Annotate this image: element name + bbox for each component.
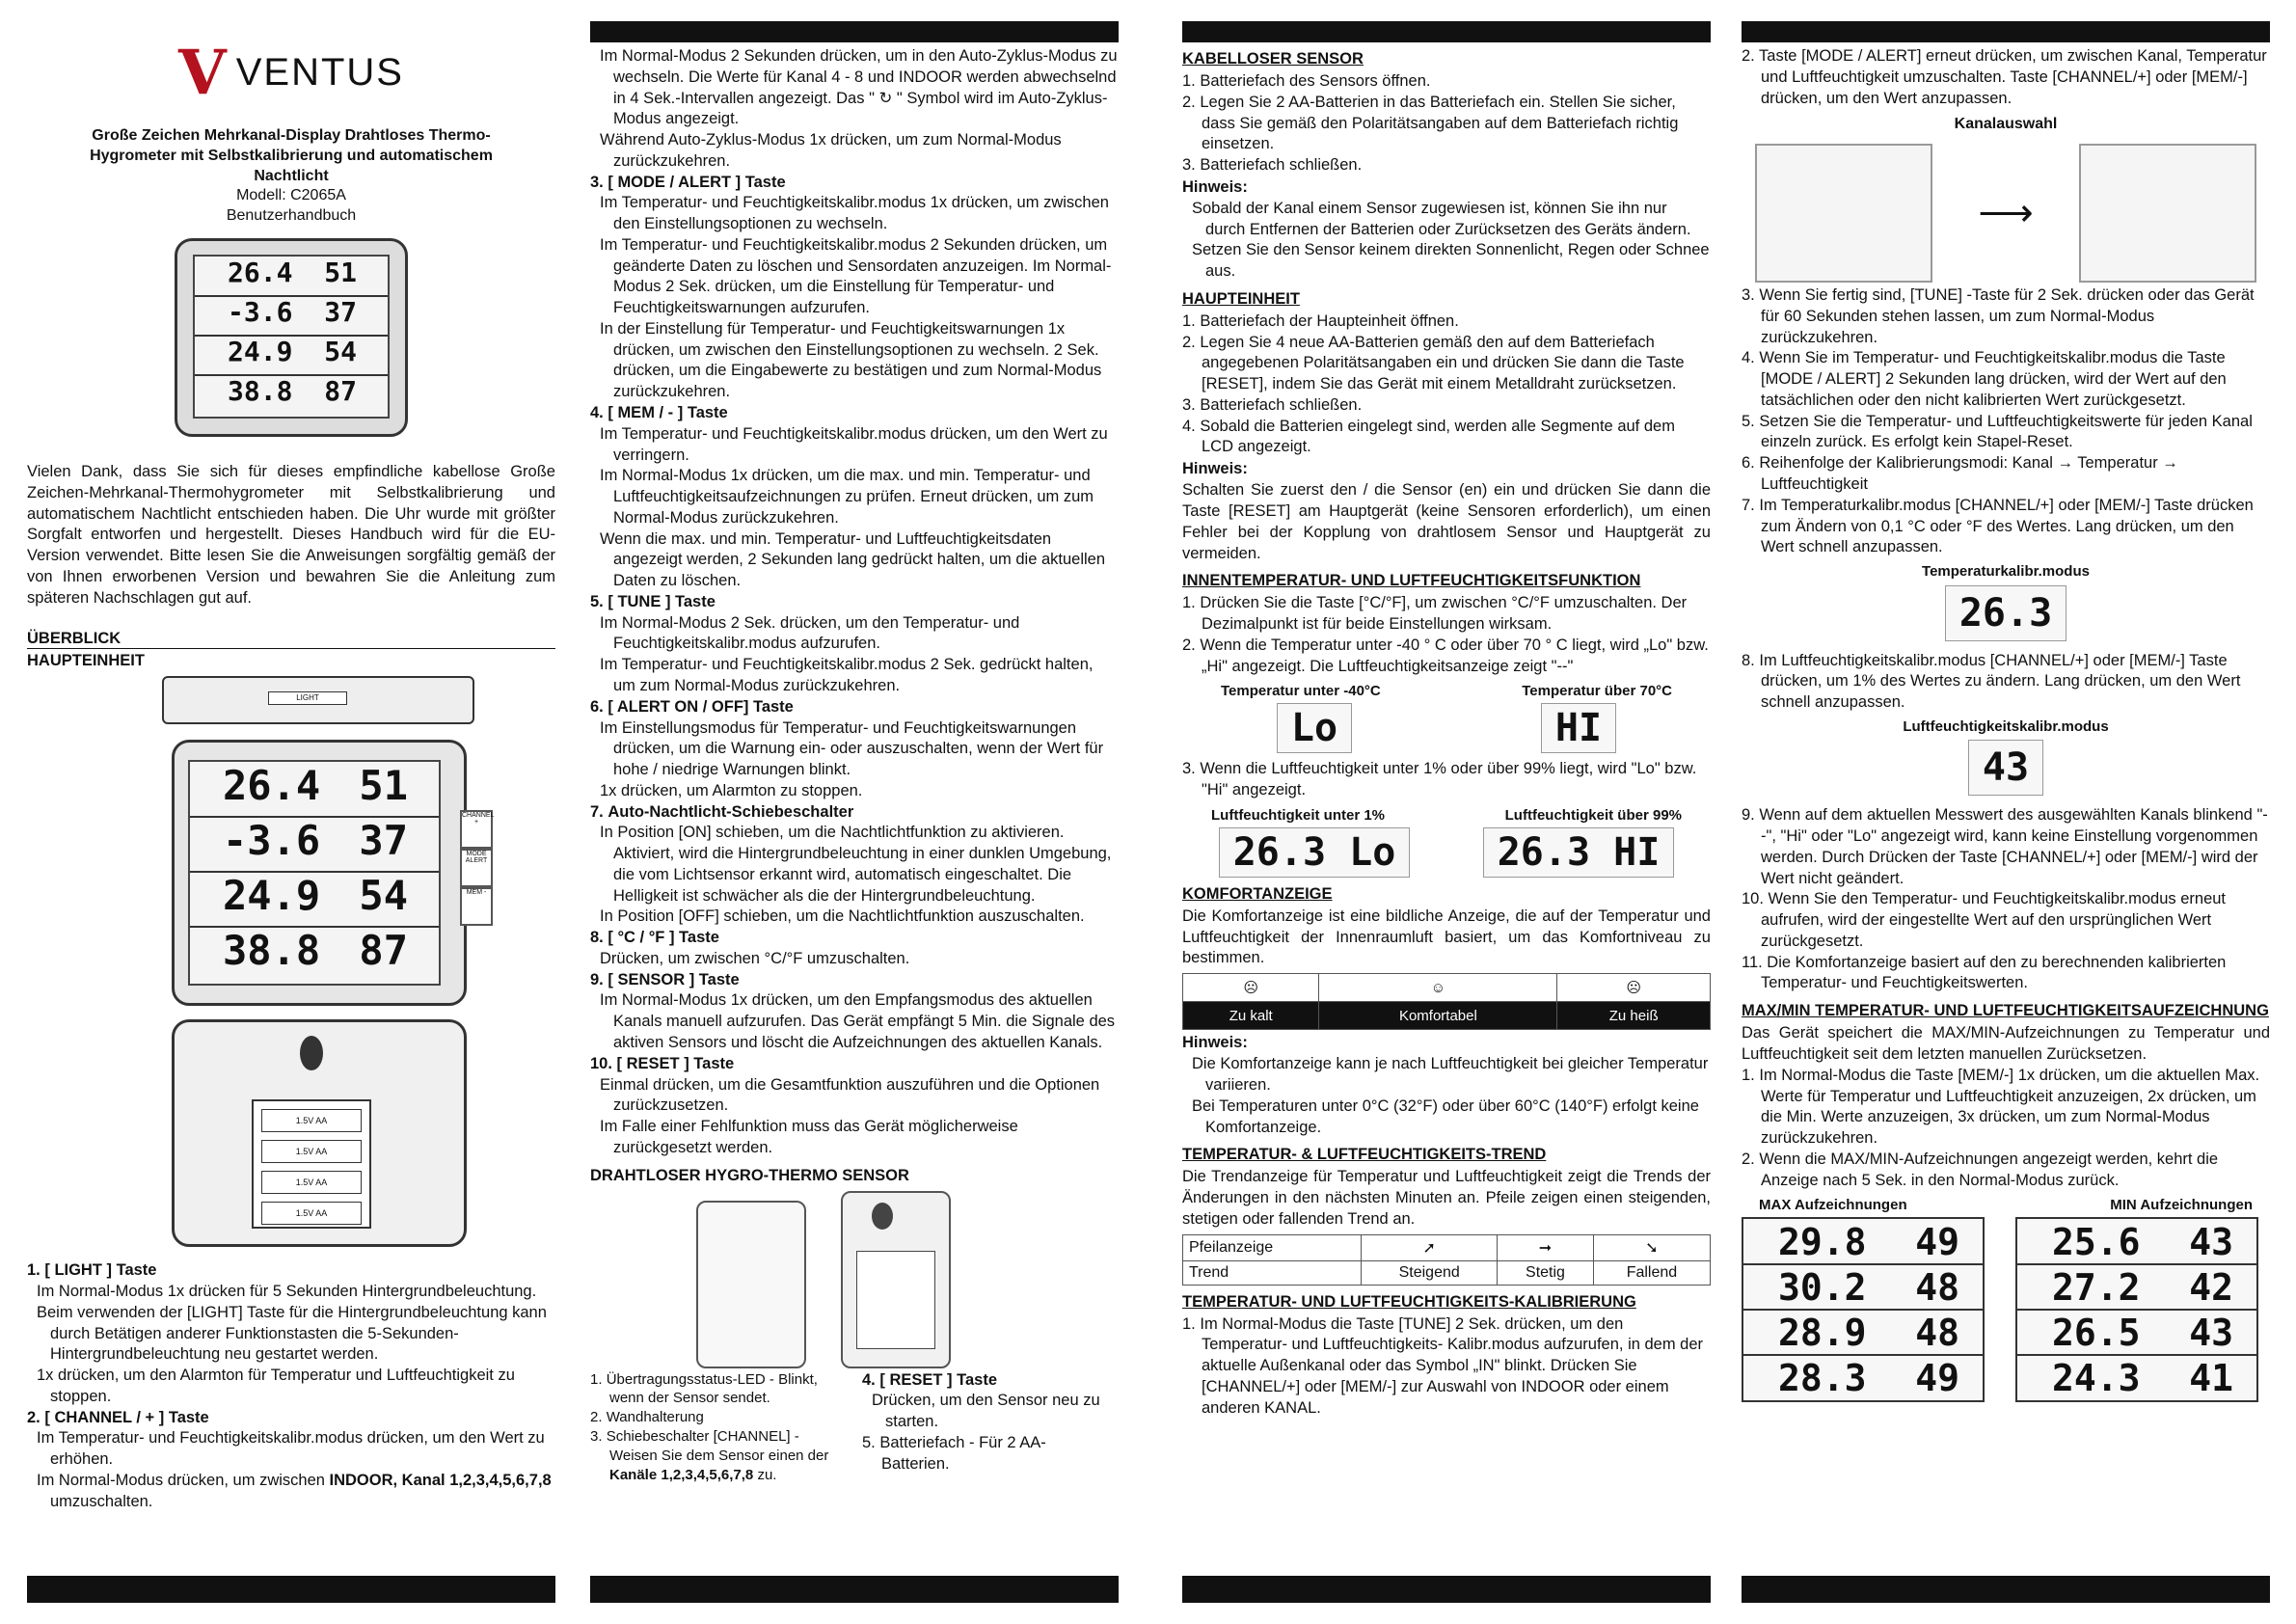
sensor-item-2: Wandhalterung — [606, 1409, 704, 1426]
label-temp-high: Temperatur über 70°C — [1522, 683, 1672, 700]
light-button-label: LIGHT — [268, 691, 347, 705]
item-1-b1: Im Normal-Modus 1x drücken für 5 Sekunden Hintergrundbeleuchtung. — [37, 1283, 537, 1301]
calibration-step-3: Wenn Sie fertig sind, [TUNE] -Taste für 2 Sek. drücken oder das Gerät für 60 Sekunden stehen lassen, um zum Normal-Modus zurückzukehren. — [1759, 286, 2255, 346]
main-step-1: Batteriefach der Haupteinheit öffnen. — [1200, 311, 1459, 330]
header-bar — [590, 21, 1119, 42]
brand-logo — [27, 37, 555, 109]
product-photo — [175, 238, 408, 437]
section-overview: ÜBERBLICK — [27, 630, 555, 649]
sensor-drawing — [590, 1187, 1119, 1370]
item-4-b1: Im Temperatur- und Feuchtigkeitskalibr.modus drücken, um den Wert zu verringern. — [600, 424, 1108, 464]
calibration-step-10: Wenn Sie den Temperatur- und Feuchtigkeitskalibr.modus erneut aufrufen, wird der eingestellte Wert auf den ursprünglichen Wert zurückgesetzt. — [1761, 890, 2227, 950]
hum-cal-title: Luftfeuchtigkeitskalibr.modus — [1903, 717, 2109, 735]
temp-cal-display: 26.3 — [1945, 585, 2066, 641]
item-3-b2: Im Temperatur- und Feuchtigkeitskalibr.modus 2 Sekunden drücken, um geänderte Daten zu löschen und Sensordaten anzuzeigen. Im Normal-Modus 2 Sek. drücken, um die Einstellung für Temperatur- und Feuchtigkeitswarnungen aufzurufen. — [600, 235, 1112, 317]
item-1-b2: Beim verwenden der [LIGHT] Taste für die Hintergrundbeleuchtung kann durch Betätigen anderer Funktionstasten die 5-Sekunden-Hintergrundbeleuchtung neu gestartet werden. — [37, 1303, 547, 1364]
item-1-title: [ LIGHT ] Taste — [44, 1261, 157, 1280]
sensor-title: DRAHTLOSER HYGRO-THERMO SENSOR — [590, 1166, 909, 1184]
arrow-right-icon: ⟶ — [1978, 192, 2034, 235]
thumb-row-4-hum: 87 — [324, 374, 357, 407]
comfort-label-cold: Zu kalt — [1183, 1002, 1319, 1030]
maxmin-step-2: Wenn die MAX/MIN-Aufzeichnungen angezeigt werden, kehrt die Anzeige nach 5 Sek. in den Normal-Modus zurück. — [1759, 1150, 2219, 1189]
item-6-title: [ ALERT ON / OFF] Taste — [608, 697, 794, 716]
wireless-note-2: Setzen Sie den Sensor keinem direkten Sonnenlicht, Regen oder Schnee aus. — [1192, 241, 1710, 281]
channel-select-title: Kanalauswahl — [1954, 116, 2058, 133]
c2-bullet-1: Im Normal-Modus 2 Sekunden drücken, um in den Auto-Zyklus-Modus zu wechseln. Die Werte für Kanal 4 - 8 und INDOOR werden abwechselnd in 4 Sek.-Intervallen angezeigt. Das " ↻ " Symbol wird im Auto-Zyklus-Modus angezeigt. — [600, 47, 1118, 128]
battery-3: 1.5V AA — [261, 1171, 362, 1194]
wireless-step-3: Batteriefach schließen. — [1200, 156, 1363, 175]
ventus-logo-icon: V — [178, 37, 227, 109]
brand-name: VENTUS — [235, 51, 404, 94]
wireless-step-2: Legen Sie 2 AA-Batterien in das Batteriefach ein. Stellen Sie sicher, dass Sie gemäß den Polaritätsangaben auf dem Batteriefach richtig einsetzen. — [1200, 93, 1679, 153]
comfort-text: Die Komfortanzeige ist eine bildliche Anzeige, die auf der Temperatur und Luftfeuchtigkeit der Innenraumluft basiert, um das Komfortniveau zu bestimmen. — [1182, 907, 1711, 967]
item-3-b3: In der Einstellung für Temperatur- und Feuchtigkeitswarnungen 1x drücken, um zwischen den Einstellungsoptionen zu wechseln. 2 Sek. drücken, um die Eingabewerte zu bestätigen und zum Normal-Modus zurückzukehren. — [600, 319, 1102, 401]
item-8-title: [ °C / °F ] Taste — [608, 929, 719, 947]
channel-button[interactable]: CHANNEL + — [460, 810, 493, 849]
trend-steady: Stetig — [1498, 1260, 1594, 1285]
display-hum-low: 26.3 Lo — [1219, 827, 1411, 878]
main-note-title: Hinweis: — [1182, 460, 1248, 478]
channel-select-diagram — [1742, 141, 2270, 285]
main-unit-top-view — [27, 672, 471, 730]
product-title: Große Zeichen Mehrkanal-Display Drahtloses Thermo-Hygrometer mit Selbstkalibrierung und automatischem Nachtlicht — [90, 127, 493, 184]
sensor-item-3: Schiebeschalter [CHANNEL] - Weisen Sie dem Sensor einen der Kanäle 1,2,3,4,5,6,7,8 zu. — [606, 1427, 829, 1483]
item-10-b1: Einmal drücken, um die Gesamtfunktion auszuführen und die Optionen zurückzusetzen. — [600, 1075, 1100, 1115]
calibration-step-2: Taste [MODE / ALERT] erneut drücken, um zwischen Kanal, Temperatur und Luftfeuchtigkeit umzuschalten. Taste [CHANNEL/+] oder [MEM/-] drücken, um den Wert anzupassen. — [1759, 47, 2267, 107]
item-4-b2: Im Normal-Modus 1x drücken, um die max. und min. Temperatur- und Luftfeuchtigkeitsaufzeichnungen zu prüfen. Erneut drücken, um zum Normal-Modus zurückzukehren. — [600, 467, 1094, 527]
item-8-b1: Drücken, um zwischen °C/°F umzuschalten. — [600, 949, 910, 967]
item-1-b3: 1x drücken, um den Alarmton für Temperatur und Luftfeuchtigkeit zu stoppen. — [37, 1367, 515, 1405]
hum-cal-display: 43 — [1968, 740, 2043, 796]
mode-alert-button[interactable]: MODE ALERT — [460, 849, 493, 887]
indoor-step-3: Wenn die Luftfeuchtigkeit unter 1% oder über 99% liegt, wird "Lo" bzw. "Hi" angezeigt. — [1200, 760, 1697, 799]
display-temp-low: Lo — [1277, 703, 1352, 753]
item-7-b2: In Position [OFF] schieben, um die Nachtlichtfunktion auszuschalten. — [600, 907, 1085, 926]
item-5-title: [ TUNE ] Taste — [608, 592, 716, 610]
item-7-b1: In Position [ON] schieben, um die Nachtlichtfunktion zu aktivieren. Aktiviert, wird die Hintergrundbeleuchtung in einer dunklen Umgebung, die vom Lichtsensor erkannt wird, automatisch eingeschaltet. Die Helligkeit ist schwächer als die der Hintergrundbeleuchtung. — [600, 824, 1112, 905]
display-row-4-temp: 38.8 — [223, 927, 321, 975]
sensor-item-4-title: [ RESET ] Taste — [879, 1370, 997, 1389]
intro-text: Vielen Dank, dass Sie sich für dieses empfindliche kabellose Große Zeichen-Mehrkanal-Thermohygrometer mit Selbstkalibrierung und automatischem Nachtlicht entschieden haben. Die Uhr wurde mit größter Sorgfalt entworfen und hergestellt. Dieses Handbuch wird für die EU-Version verwendet. Bitte lesen Sie die Anweisungen sorgfältig gemäß der von Ihnen erworbenen Version und bewahren Sie die Anleitung zum späteren Nachschlagen gut auf. — [27, 462, 555, 607]
calibration-step-8: Im Luftfeuchtigkeitskalibr.modus [CHANNEL/+] oder [MEM/-] Taste drücken, um 1% des Wertes zu ändern. Lang drücken, um den Wert schnell anzupassen. — [1759, 651, 2241, 712]
max-records-display: 29.8 49 30.2 48 28.9 48 28.3 49 — [1742, 1217, 1985, 1402]
main-step-2: Legen Sie 4 neue AA-Batterien gemäß den auf dem Batteriefach angegebenen Polaritätsangaben ein und drücken Sie dann die Taste [RESET], indem Sie das Gerät mit einem Metalldraht zurücksetzen. — [1200, 333, 1685, 393]
comfort-title: KOMFORTANZEIGE — [1182, 884, 1333, 903]
main-unit-back — [172, 1019, 467, 1247]
item-9-title: [ SENSOR ] Taste — [608, 970, 740, 988]
indoor-step-1: Drücken Sie die Taste [°C/°F], um zwischen °C/°F umzuschalten. Der Dezimalpunkt ist für beide Einstellungen wirksam. — [1200, 594, 1688, 634]
comfort-note-2: Bei Temperaturen unter 0°C (32°F) oder über 60°C (140°F) erfolgt keine Komfortanzeige. — [1192, 1096, 1699, 1136]
sensor-item-1: Übertragungsstatus-LED - Blinkt, wenn der Sensor sendet. — [606, 1370, 818, 1407]
trend-table — [1182, 1234, 1711, 1286]
calibration-step-7: Im Temperaturkalibr.modus [CHANNEL/+] oder [MEM/-] Taste drücken zum Ändern von 0,1 °C oder °F des Wertes. Lang drücken, um den Wert schnell anzupassen. — [1759, 496, 2254, 556]
display-temp-high: HI — [1541, 703, 1616, 753]
arrow-rising-icon: ➚ — [1362, 1234, 1498, 1260]
item-5-b2: Im Temperatur- und Feuchtigkeitskalibr.modus 2 Sek. gedrückt halten, um zum Normal-Modus zurückzukehren. — [600, 656, 1094, 694]
battery-compartment — [252, 1099, 371, 1229]
item-5-b1: Im Normal-Modus 2 Sek. drücken, um den Temperatur- und Feuchtigkeitskalibr.modus aufzurufen. — [600, 613, 1020, 653]
thumb-row-3-temp: 24.9 — [228, 335, 293, 367]
section-main-unit: HAUPTEINHEIT — [27, 652, 145, 670]
item-6-b2: 1x drücken, um Alarmton zu stoppen. — [600, 781, 863, 799]
column-4: 2. Taste [MODE / ALERT] erneut drücken, um zwischen Kanal, Temperatur und Luftfeuchtigkeit umzuschalten. Taste [CHANNEL/+] oder [MEM/-] drücken, um den Wert anzupassen. Kanalauswahl ⟶ 3. Wenn Sie fertig sind, [TUNE] -Taste für 2 Sek. drücken oder das Gerät für 60 Sekunden stehen lassen, um zum Normal-Modus zurückzukehren. 4. Wenn Sie im Temperatur- und Feuchtigkeitskalibr.modus die Taste [MODE / ALERT] 2 Sekunden lang drücken, wird der Wert auf den tatsächlichen oder den nicht kalibrierten Wert zurückgesetzt. 5. Setzen Sie die Temperatur- und Luftfeuchtigkeitswerte für jeden Kanal einzeln zurück. Es erfolgt kein Stapel-Reset. 6. Reihenfolge der Kalibrierungsmodi: Kanal → Temperatur → Luftfeuchtigkeit 7. Im Temperaturkalibr.modus [CHANNEL/+] oder [MEM/-] Taste drücken zum Ändern von 0,1 °C oder °F des Wertes. Lang drücken, um den Wert schnell anzupassen. Temperaturkalibr.modus 26.3 8. Im Luftfeuchtigkeitskalibr.modus [CHANNEL/+] oder [MEM/-] Taste drücken, um 1% des Wertes zu ändern. Lang drücken, um den Wert schnell anzupassen. Luftfeuchtigkeitskalibr.modus 43 9. Wenn auf dem aktuellen Messwert des ausgewählten Kanals blinkend "--", "Hi" oder "Lo" angezeigt wird, kann keine Einstellung vorgenommen werden. Durch Drücken der Taste [CHANNEL/+] oder [MEM/-] wird der Wert nicht geändert. 10. Wenn Sie den Temperatur- und Feuchtigkeitskalibr.modus erneut aufrufen, wird der eingestellte Wert auf den ursprünglichen Wert zurückgesetzt. 11. Die Komfortanzeige basiert auf den zu berechnenden kalibrierten Temperatur- und Feuchtigkeitswerten. MAX/MIN TEMPERATUR- UND LUFTFEUCHTIGKEITSAUFZEICHNUNG Das Gerät speichert die MAX/MIN-Aufzeichnungen zu Temperatur und Luftfeuchtigkeit seit dem letzten manuellen Zurücksetzen. 1. Im Normal-Modus die Taste [MEM/-] 1x drücken, um die aktuellen Max. Werte für Temperatur und Luftfeuchtigkeit anzuzeigen, 2x drücken, um die Min. Werte anzuzeigen, 3x drücken, um zum Normal-Modus zurückzukehren. 2. Wenn die MAX/MIN-Aufzeichnungen angezeigt werden, kehrt die Anzeige nach 5 Sek. in den Normal-Modus zurück. MAX Aufzeichnungen MIN Aufzeichnungen 29.8 49 30.2 48 28.9 48 28.3 49 25.6 43 27.2 42 26.5 43 24.3 41 — [1742, 21, 2270, 1603]
display-hum-high: 26.3 HI — [1483, 827, 1675, 878]
item-2-b2: Im Normal-Modus drücken, um zwischen INDOOR, Kanal 1,2,3,4,5,6,7,8 umzuschalten. — [37, 1472, 552, 1510]
sensor-item-4-b1: Drücken, um den Sensor neu zu starten. — [872, 1392, 1100, 1431]
mem-button[interactable]: MEM - — [460, 887, 493, 926]
item-9-b1: Im Normal-Modus 1x drücken, um den Empfangsmodus des aktuellen Kanals manuell aufzurufen. Das Gerät empfängt 5 Min. die Signale des aktiven Sensors und löscht die Aufzeichnungen des aktuellen Kanals. — [600, 991, 1116, 1051]
comfort-label-hot: Zu heiß — [1557, 1002, 1711, 1030]
calibration-step-5: Setzen Sie die Temperatur- und Luftfeuchtigkeitswerte für jeden Kanal einzeln zurück. Es erfolgt kein Stapel-Reset. — [1759, 412, 2253, 451]
main-step-3: Batteriefach schließen. — [1200, 395, 1363, 414]
wall-mount-hole-icon — [300, 1036, 323, 1070]
display-row-1-temp: 26.4 — [223, 762, 321, 810]
min-records-title: MIN Aufzeichnungen — [2110, 1197, 2253, 1214]
maxmin-text: Das Gerät speichert die MAX/MIN-Aufzeichnungen zu Temperatur und Luftfeuchtigkeit seit dem letzten manuellen Zurücksetzen. — [1742, 1024, 2270, 1063]
sensor-wall-mount-icon — [872, 1203, 893, 1230]
temp-cal-title: Temperaturkalibr.modus — [1922, 563, 2090, 581]
max-records-title: MAX Aufzeichnungen — [1759, 1197, 1907, 1214]
comfort-ok-icon: ☺ — [1319, 974, 1557, 1002]
main-note: Schalten Sie zuerst den / die Sensor (en) ein und drücken Sie dann die Taste [RESET] am Hauptgerät (keine Sensoren erforderlich), um einen Fehler bei der Kopplung von drahtlosem Sensor und Hauptgerät zu vermeiden. — [1182, 481, 1711, 562]
display-row-1-hum: 51 — [359, 762, 408, 810]
label-temp-low: Temperatur unter -40°C — [1221, 683, 1381, 700]
manual-label: Benutzerhandbuch — [226, 207, 357, 225]
footer-bar — [1742, 1576, 2270, 1603]
main-step-4: Sobald die Batterien eingelegt sind, werden alle Segmente auf dem LCD angezeigt. — [1200, 417, 1675, 456]
display-row-2-hum: 37 — [359, 817, 408, 865]
label-hum-high: Luftfeuchtigkeit über 99% — [1504, 806, 1682, 824]
calibration-step-4: Wenn Sie im Temperatur- und Feuchtigkeitskalibr.modus die Taste [MODE / ALERT] 2 Sekunden lang drücken, wird der Wert auf den tatsächlichen oder den nicht kalibrierten Wert zurückgesetzt. — [1759, 349, 2227, 409]
item-7-title: Auto-Nachtlicht-Schiebeschalter — [608, 802, 854, 821]
comfort-note-title: Hinweis: — [1182, 1034, 1248, 1052]
thumb-row-1-hum: 51 — [324, 256, 357, 288]
wireless-note-title: Hinweis: — [1182, 177, 1248, 196]
item-10-title: [ RESET ] Taste — [616, 1054, 735, 1072]
header-bar — [1182, 21, 1711, 42]
main-unit-title: HAUPTEINHEIT — [1182, 289, 1300, 308]
trend-row-label: Trend — [1183, 1260, 1362, 1285]
wireless-step-1: Batteriefach des Sensors öffnen. — [1200, 72, 1431, 90]
comfort-table — [1182, 973, 1711, 1030]
calibration-step-11: Die Komfortanzeige basiert auf den zu berechnenden kalibrierten Temperatur- und Feuchtigkeitswerten. — [1761, 953, 2227, 992]
battery-4: 1.5V AA — [261, 1202, 362, 1225]
calibration-step-6: Reihenfolge der Kalibrierungsmodi: Kanal → Temperatur → Luftfeuchtigkeit — [1759, 454, 2178, 493]
column-3: KABELLOSER SENSOR 1. Batteriefach des Sensors öffnen. 2. Legen Sie 2 AA-Batterien in das Batteriefach ein. Stellen Sie sicher, dass Sie gemäß den Polaritätsangaben auf dem Batteriefach richtig einsetzen. 3. Batteriefach schließen. Hinweis: Sobald der Kanal einem Sensor zugewiesen ist, können Sie ihn nur durch Entfernen der Batterien oder Zurücksetzen des Geräts ändern. Setzen Sie den Sensor keinem direkten Sonnenlicht, Regen oder Schnee aus. HAUPTEINHEIT 1. Batteriefach der Haupteinheit öffnen. 2. Legen Sie 4 neue AA-Batterien gemäß den auf dem Batteriefach angegebenen Polaritätsangaben ein und drücken Sie dann die Taste [RESET], indem Sie das Gerät mit einem Metalldraht zurücksetzen. 3. Batteriefach schließen. 4. Sobald die Batterien eingelegt sind, werden alle Segmente auf dem LCD angezeigt. Hinweis: Schalten Sie zuerst den / die Sensor (en) ein und drücken Sie dann die Taste [RESET] am Hauptgerät (keine Sensoren erforderlich), um einen Fehler bei der Kopplung von drahtlosem Sensor und Hauptgerät zu vermeiden. INNENTEMPERATUR- UND LUFTFEUCHTIGKEITSFUNKTION 1. Drücken Sie die Taste [°C/°F], um zwischen °C/°F umzuschalten. Der Dezimalpunkt ist für beide Einstellungen wirksam. 2. Wenn die Temperatur unter -40 ° C oder über 70 ° C liegt, wird „Lo" bzw. „Hi" angezeigt. Die Luftfeuchtigkeitsanzeige zeigt "--" Temperatur unter -40°C Temperatur über 70°C Lo HI 3. Wenn die Luftfeuchtigkeit unter 1% oder über 99% liegt, wird "Lo" bzw. "Hi" angezeigt. Luftfeuchtigkeit unter 1% Luftfeuchtigkeit über 99% 26.3 Lo 26.3 HI KOMFORTANZEIGE Die Komfortanzeige ist eine bildliche Anzeige, die auf der Temperatur und Luftfeuchtigkeit der Innenraumluft basiert, um das Komfortniveau zu bestimmen. ☹ ☺ ☹ Zu kalt Komfortabel Zu heiß Hinweis: Die Komfortanzeige kann je nach Luftfeuchtigkeit bei gleicher Temperatur variieren. Bei Temperaturen unter 0°C (32°F) oder über 60°C (140°F) erfolgt keine Komfortanzeige. TEMPERATUR- & LUFTFEUCHTIGKEITS-TREND Die Trendanzeige für Temperatur und Luftfeuchtigkeit zeigt die Trends der Änderungen in den nächsten Minuten an. Pfeile zeigen einen steigenden, stetigen oder fallenden Trend an. Pfeilanzeige ➚ ➞ ➘ Trend Steigend Stetig Fallend TEMPERATUR- UND LUFTFEUCHTIGKEITS-KALIBRIERUNG 1. Im Normal-Modus die Taste [TUNE] 2 Sek. drücken, um den Temperatur- und Luftfeuchtigkeits- Kalibr.modus aufzurufen, in dem der aktuelle Außenkanal oder das Symbol „IN" blinkt. Drücken Sie [CHANNEL/+] oder [MEM/-] zur Auswahl von INDOOR oder einem anderen KANAL. — [1182, 21, 1711, 1603]
thumb-row-3-hum: 54 — [324, 335, 357, 367]
comfort-label-ok: Komfortabel — [1319, 1002, 1557, 1030]
column-1: V VENTUS Große Zeichen Mehrkanal-Display Drahtloses Thermo-Hygrometer mit Selbstkalibrierung und automatischem Nachtlicht Modell: C2065A Benutzerhandbuch 26.4 51 -3.6 37 24.9 54 38.8 87 Vielen Dank, dass Sie sich für dieses empfindliche kabellose Große Zeichen-Mehrkanal-Thermohygrometer mit Selbstkalibrierung und automatischem Nachtlicht entschieden haben. Die Uhr wurde mit größter Sorgfalt entworfen und hergestellt. Dieses Handbuch wird für die EU-Version verwendet. Bitte lesen Sie die Anweisungen sorgfältig gemäß der von Ihnen erworbenen Version und bewahren Sie die Anleitung zum späteren Nachschlagen gut auf. ÜBERBLICK HAUPTEINHEIT LIGHT 26.4 51 -3.6 37 24.9 54 38.8 87 CHANNEL + MODE ALERT MEM - 1.5V AA 1.5V AA 1.5V AA 1.5V AA 1. [ LIGHT ] Taste Im Normal-Modus 1x drücken für 5 Sekunden Hintergrundbeleuchtung. Beim verwenden der [LIGHT] Taste für die Hintergrundbeleuchtung kann durch Betätigen anderer Funktionstasten die 5-Sekunden-Hintergrundbeleuchtung neu gestartet werden. 1x drücken, um den Alarmton für Temperatur und Luftfeuchtigkeit zu stoppen. 2. [ CHANNEL / + ] Taste Im Temperatur- und Feuchtigkeitskalibr.modus drücken, um den Wert zu erhöhen. Im Normal-Modus drücken, um zwischen INDOOR, Kanal 1,2,3,4,5,6,7,8 umzuschalten. — [27, 21, 555, 1603]
footer-bar — [590, 1576, 1119, 1603]
model-number: Modell: C2065A — [236, 187, 346, 204]
comfort-note-1: Die Komfortanzeige kann je nach Luftfeuchtigkeit bei gleicher Temperatur variieren. — [1192, 1055, 1709, 1094]
wireless-note-1: Sobald der Kanal einem Sensor zugewiesen ist, können Sie ihn nur durch Entfernen der Batterien oder Zurücksetzen des Geräts ändern. — [1192, 199, 1691, 238]
item-4-b3: Wenn die max. und min. Temperatur- und Luftfeuchtigkeitsdaten angezeigt werden, 2 Sekunden lang gedrückt halten, um die aktuellen Daten zu löschen. — [600, 529, 1106, 590]
trend-falling: Fallend — [1593, 1260, 1710, 1285]
display-row-3-temp: 24.9 — [223, 872, 321, 920]
battery-1: 1.5V AA — [261, 1109, 362, 1132]
thumb-row-1-temp: 26.4 — [228, 256, 293, 288]
footer-bar — [1182, 1576, 1711, 1603]
display-row-4-hum: 87 — [359, 927, 408, 975]
thumb-row-2-temp: -3.6 — [228, 295, 293, 328]
main-unit-front — [172, 740, 495, 1006]
comfort-hot-icon: ☹ — [1557, 974, 1711, 1002]
column-2: Im Normal-Modus 2 Sekunden drücken, um in den Auto-Zyklus-Modus zu wechseln. Die Werte für Kanal 4 - 8 und INDOOR werden abwechselnd in 4 Sek.-Intervallen angezeigt. Das " ↻ " Symbol wird im Auto-Zyklus-Modus angezeigt. Während Auto-Zyklus-Modus 1x drücken, um zum Normal-Modus zurückzukehren. 3. [ MODE / ALERT ] Taste Im Temperatur- und Feuchtigkeitskalibr.modus 1x drücken, um zwischen den Einstellungsoptionen zu wechseln. Im Temperatur- und Feuchtigkeitskalibr.modus 2 Sekunden drücken, um geänderte Daten zu löschen und Sensordaten anzuzeigen. Im Normal-Modus 2 Sek. drücken, um die Einstellung für Temperatur- und Feuchtigkeitswarnungen aufzurufen. In der Einstellung für Temperatur- und Feuchtigkeitswarnungen 1x drücken, um zwischen den Einstellungsoptionen zu wechseln. 2 Sek. drücken, um die Eingabewerte zu bestätigen und zum Normal-Modus zurückzukehren. 4. [ MEM / - ] Taste Im Temperatur- und Feuchtigkeitskalibr.modus drücken, um den Wert zu verringern. Im Normal-Modus 1x drücken, um die max. und min. Temperatur- und Luftfeuchtigkeitsaufzeichnungen zu prüfen. Erneut drücken, um zum Normal-Modus zurückzukehren. Wenn die max. und min. Temperatur- und Luftfeuchtigkeitsdaten angezeigt werden, 2 Sekunden lang gedrückt halten, um die aktuellen Daten zu löschen. 5. [ TUNE ] Taste Im Normal-Modus 2 Sek. drücken, um den Temperatur- und Feuchtigkeitskalibr.modus aufzurufen. Im Temperatur- und Feuchtigkeitskalibr.modus 2 Sek. gedrückt halten, um zum Normal-Modus zurückzukehren. 6. [ ALERT ON / OFF] Taste Im Einstellungsmodus für Temperatur- und Feuchtigkeitswarnungen drücken, um die Warnung ein- oder auszuschalten, wenn der Wert für hohe / niedrige Warnungen blinkt. 1x drücken, um Alarmton zu stoppen. 7. Auto-Nachtlicht-Schiebeschalter In Position [ON] schieben, um die Nachtlichtfunktion zu aktivieren. Aktiviert, wird die Hintergrundbeleuchtung in einer dunklen Umgebung, die vom Lichtsensor erkannt wird, automatisch eingeschaltet. Die Helligkeit ist schwächer als die der Hintergrundbeleuchtung. In Position [OFF] schieben, um die Nachtlichtfunktion auszuschalten. 8. [ °C / °F ] Taste Drücken, um zwischen °C/°F umzuschalten. 9. [ SENSOR ] Taste Im Normal-Modus 1x drücken, um den Empfangsmodus des aktuellen Kanals manuell aufzurufen. Das Gerät empfängt 5 Min. die Signale des aktiven Sensors und löscht die Aufzeichnungen des aktuellen Kanals. 10. [ RESET ] Taste Einmal drücken, um die Gesamtfunktion auszuführen und die Optionen zurückzusetzen. Im Falle einer Fehlfunktion muss das Gerät möglicherweise zurückgesetzt werden. DRAHTLOSER HYGRO-THERMO SENSOR 1. Übertragungsstatus-LED - Blinkt, wenn der Sensor sendet. 2. Wandhalterung 3. Schiebeschalter [CHANNEL] - Weisen Sie dem Sensor einen der Kanäle 1,2,3,4,5,6,7,8 zu. 4. [ RESET ] Taste Drücken, um den Sensor neu zu starten. 5. Batteriefach - Für 2 AA-Batterien. — [590, 21, 1119, 1603]
maxmin-step-1: Im Normal-Modus die Taste [MEM/-] 1x drücken, um die aktuellen Max. Werte für Temperatur und Luftfeuchtigkeit anzuzeigen, 2x drücken, um die Min. Werte anzuzeigen, 3x drücken, um zum Normal-Modus zurückzukehren. — [1759, 1066, 2260, 1148]
item-3-b1: Im Temperatur- und Feuchtigkeitskalibr.modus 1x drücken, um zwischen den Einstellungsoptionen zu wechseln. — [600, 194, 1109, 233]
item-3-title: [ MODE / ALERT ] Taste — [608, 173, 786, 191]
indoor-step-2: Wenn die Temperatur unter -40 ° C oder über 70 ° C liegt, wird „Lo" bzw. „Hi" angezeigt. Die Luftfeuchtigkeitsanzeige zeigt "--" — [1200, 636, 1709, 675]
trend-rising: Steigend — [1362, 1260, 1498, 1285]
display-row-3-hum: 54 — [359, 872, 408, 920]
calibration-step-9: Wenn auf dem aktuellen Messwert des ausgewählten Kanals blinkend "--", "Hi" oder "Lo" angezeigt wird, kann keine Einstellung vorgenommen werden. Durch Drücken der Taste [CHANNEL/+] oder [MEM/-] wird der Wert nicht geändert. — [1759, 806, 2268, 887]
calibration-step-1: Im Normal-Modus die Taste [TUNE] 2 Sek. drücken, um den Temperatur- und Luftfeuchtigkeits- Kalibr.modus aufzurufen, in dem der aktuelle Außenkanal oder das Symbol „IN" blinkt. Drücken Sie [CHANNEL/+] oder [MEM/-] zur Auswahl von INDOOR oder einem anderen KANAL. — [1200, 1314, 1704, 1417]
min-records-display: 25.6 43 27.2 42 26.5 43 24.3 41 — [2015, 1217, 2258, 1402]
trend-text: Die Trendanzeige für Temperatur und Luftfeuchtigkeit zeigt die Trends der Änderungen in den nächsten Minuten an. Pfeile zeigen einen steigenden, stetigen oder fallenden Trend an. — [1182, 1168, 1711, 1228]
item-4-title: [ MEM / - ] Taste — [608, 404, 728, 422]
label-hum-low: Luftfeuchtigkeit unter 1% — [1211, 806, 1386, 824]
item-6-b1: Im Einstellungsmodus für Temperatur- und Feuchtigkeitswarnungen drücken, um die Warnung ein- oder auszuschalten, wenn der Wert für hohe / niedrige Warnungen blinkt. — [600, 718, 1104, 779]
footer-bar — [27, 1576, 555, 1603]
thumb-row-2-hum: 37 — [324, 295, 357, 328]
thumb-row-4-temp: 38.8 — [228, 374, 293, 407]
battery-2: 1.5V AA — [261, 1140, 362, 1163]
calibration-title: TEMPERATUR- UND LUFTFEUCHTIGKEITS-KALIBRIERUNG — [1182, 1292, 1636, 1311]
item-2-b1: Im Temperatur- und Feuchtigkeitskalibr.modus drücken, um den Wert zu erhöhen. — [37, 1429, 545, 1469]
maxmin-title: MAX/MIN TEMPERATUR- UND LUFTFEUCHTIGKEITSAUFZEICHNUNG — [1742, 1002, 2269, 1020]
display-row-2-temp: -3.6 — [223, 817, 321, 865]
header-bar — [1742, 21, 2270, 42]
c2-bullet-2: Während Auto-Zyklus-Modus 1x drücken, um zum Normal-Modus zurückzukehren. — [600, 131, 1062, 170]
sensor-battery-compartment — [856, 1251, 935, 1349]
arrow-falling-icon: ➘ — [1593, 1234, 1710, 1260]
indoor-title: INNENTEMPERATUR- UND LUFTFEUCHTIGKEITSFUNKTION — [1182, 572, 1641, 590]
comfort-cold-icon: ☹ — [1183, 974, 1319, 1002]
wireless-title: KABELLOSER SENSOR — [1182, 50, 1364, 68]
item-10-b2: Im Falle einer Fehlfunktion muss das Gerät möglicherweise zurückgesetzt werden. — [600, 1118, 1018, 1156]
arrow-steady-icon: ➞ — [1498, 1234, 1594, 1260]
item-2-title: [ CHANNEL / + ] Taste — [44, 1408, 209, 1426]
trend-row-arrow: Pfeilanzeige — [1183, 1234, 1362, 1260]
sensor-item-5: Batteriefach - Für 2 AA-Batterien. — [879, 1433, 1046, 1473]
trend-title: TEMPERATUR- & LUFTFEUCHTIGKEITS-TREND — [1182, 1146, 1547, 1164]
